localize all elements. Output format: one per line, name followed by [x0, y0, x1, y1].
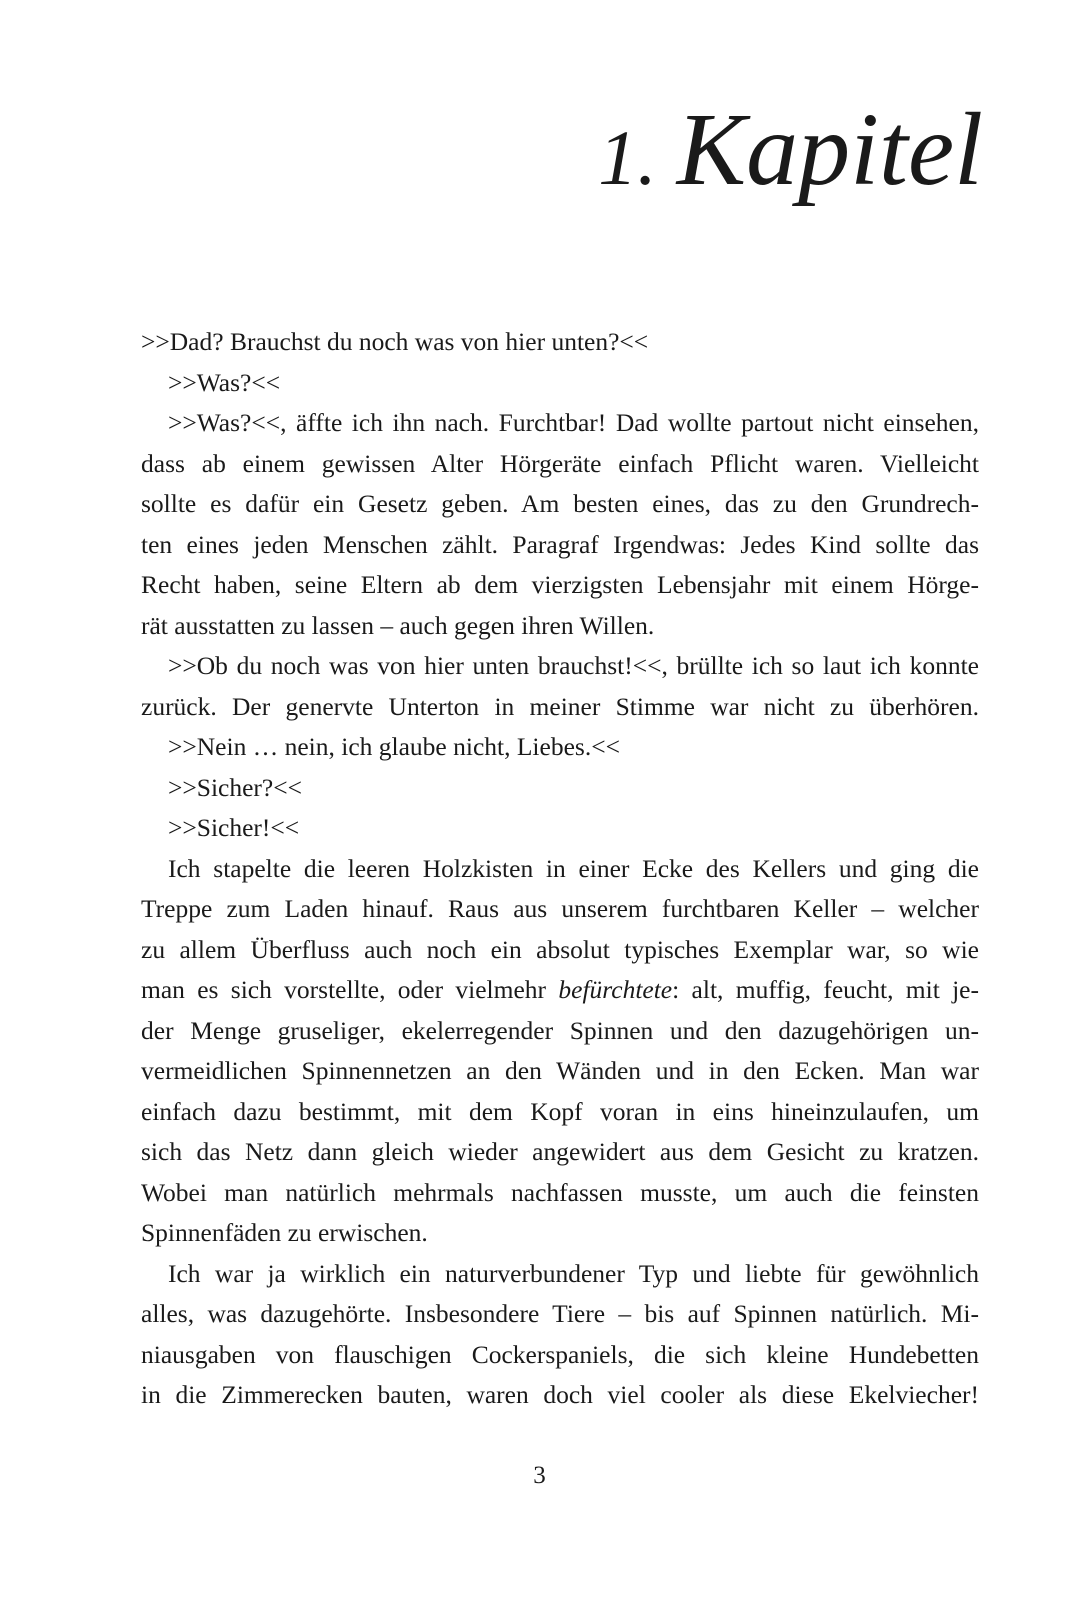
text-line: Recht haben, seine Eltern ab dem vierzigsten Lebensjahr mit einem Hörge-	[141, 570, 979, 599]
text-line: sich das Netz dann gleich wieder angewidert aus dem Gesicht zu kratzen.	[141, 1137, 979, 1166]
text-line: >>Ob du noch was von hier unten brauchst!<<, brüllte ich so laut ich konnte	[168, 651, 979, 680]
text-line: rät ausstatten zu lassen – auch gegen ihren Willen.	[141, 610, 655, 640]
text-line	[141, 970, 979, 1011]
text-line: Ich stapelte die leeren Holzkisten in einer Ecke des Kellers und ging die	[168, 853, 979, 883]
text-line: >>Sicher!<<	[168, 813, 300, 842]
chapter-heading	[598, 92, 983, 207]
text-line: Wobei man natürlich mehrmals nachfassen musste, um auch die feinsten	[141, 1177, 979, 1207]
text-line: Spinnenfäden zu erwischen.	[141, 1218, 428, 1247]
text-line: >>Dad? Brauchst du noch was von hier unten?<<	[141, 327, 649, 356]
text-line: >>Was?<<	[168, 367, 281, 397]
text-line: vermeidlichen Spinnennetzen an den Wänden und in den Ecken. Man war	[141, 1056, 979, 1085]
text-line: Ich war ja wirklich ein naturverbundener Typ und liebte für gewöhnlich	[168, 1258, 979, 1288]
text-line: einfach dazu bestimmt, mit dem Kopf voran in eins hineinzulaufen, um	[141, 1096, 979, 1126]
text-line: zurück. Der genervte Unterton in meiner Stimme war nicht zu überhören.	[141, 691, 979, 721]
chapter-number: 1.	[598, 114, 657, 201]
text-line: ten eines jeden Menschen zählt. Paragraf Irgendwas: Jedes Kind sollte das	[141, 529, 979, 559]
chapter-body	[141, 322, 979, 1416]
chapter-title-text: Kapitel	[676, 92, 983, 207]
text-line: Treppe zum Laden hinauf. Raus aus unserem furchtbaren Keller – welcher	[141, 894, 979, 923]
text-line: in die Zimmerecken bauten, waren doch viel cooler als diese Ekelviecher!	[141, 1380, 979, 1409]
text-line: zu allem Überfluss auch noch ein absolut typisches Exemplar war, so wie	[141, 934, 979, 964]
text-segment: man es sich vorstellte, oder vielmehr	[141, 975, 547, 1004]
text-segment: : alt, muffig, feucht, mit je-	[672, 975, 979, 1004]
text-line: >>Nein … nein, ich glaube nicht, Liebes.<<	[168, 732, 620, 761]
text-line: >>Sicher?<<	[168, 772, 302, 802]
page-number: 3	[533, 1462, 546, 1489]
text-line: alles, was dazugehörte. Insbesondere Tiere – bis auf Spinnen natürlich. Mi-	[141, 1299, 979, 1328]
text-line: der Menge gruseliger, ekelerregender Spinnen und den dazugehörigen un-	[141, 1015, 979, 1045]
text-line: dass ab einem gewissen Alter Hörgeräte einfach Pflicht waren. Vielleicht	[141, 448, 979, 478]
text-line: >>Was?<<, äffte ich ihn nach. Furchtbar! Dad wollte partout nicht einsehen,	[168, 408, 979, 437]
emphasis-text: befürchtete	[558, 975, 673, 1004]
text-line: sollte es dafür ein Gesetz geben. Am besten eines, das zu den Grundrech-	[141, 489, 979, 518]
text-line: niausgaben von flauschigen Cockerspaniels, die sich kleine Hundebetten	[141, 1339, 979, 1369]
